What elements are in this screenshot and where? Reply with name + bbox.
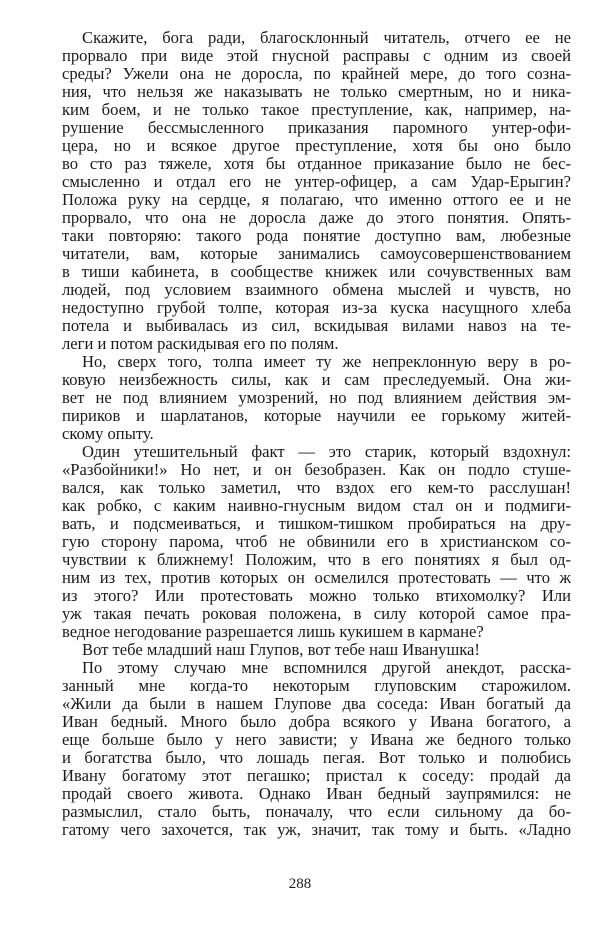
text-line: людей, под условием взаимного обмена мыслей и чувств, но	[62, 280, 571, 299]
text-line: «Жили да были в нашем Глупове два соседа: Иван богатый да	[62, 694, 571, 713]
text-line: Вот тебе младший наш Глупов, вот тебе наш Иванушка!	[82, 640, 480, 659]
text-line: недоступно грубой толпе, которая из-за куска насущного хлеба	[62, 298, 571, 317]
text-line: вался, как только заметил, что вздох его кем-то расслушан!	[62, 478, 571, 497]
text-line: читатели, вам, которые занимались самоусовершенствованием	[62, 244, 571, 263]
text-line: смысленно и отдал его не унтер-офицер, а сам Удар-Ерыгин?	[62, 172, 571, 191]
text-line: Иван бедный. Много было добра всякого у Ивана богатого, а	[62, 712, 571, 731]
text-line: скому опыту.	[62, 424, 154, 443]
text-line: уж такая печать роковая положена, в силу которой самое пра-	[62, 604, 571, 623]
text-line: из этого? Или протестовать можно только втихомолку? Или	[62, 586, 571, 605]
text-line: и богатства было, что лошадь пегая. Вот только и полюбись	[62, 748, 571, 767]
text-line: По этому случаю мне вспомнился другой анекдот, расска-	[82, 658, 571, 677]
text-line: ним из тех, против которых он осмелился протестовать — что ж	[62, 568, 571, 587]
text-line: вет не под влиянием умозрений, но под влиянием действия эм-	[62, 388, 571, 407]
text-line: среды? Ужели она не доросла, по крайней мере, до того созна-	[62, 64, 571, 83]
text-line: как робко, с каким наивно-гнусным видом стал он и подмиги-	[62, 496, 571, 515]
text-line: цера, но и всякое другое преступление, хотя бы оно было	[62, 136, 571, 155]
text-line: во сто раз тяжеле, хотя бы отданное приказание было не бес-	[62, 154, 571, 173]
text-line: ковую неизбежность силы, как и сам преследуемый. Она жи-	[62, 370, 571, 389]
text-line: вать, и подсмеиваться, и тишком-тишком пробираться на дру-	[62, 514, 571, 533]
text-line: Скажите, бога ради, благосклонный читатель, отчего ее не	[82, 28, 571, 47]
text-line: Положа руку на сердце, я полагаю, что именно оттого ее и не	[62, 190, 571, 209]
text-line: гую сторону парома, чтоб не обвинили его в христианском со-	[62, 532, 571, 551]
book-page-text	[62, 29, 571, 839]
page-number: 288	[288, 876, 312, 892]
text-line: гатому чего захочется, так уж, значит, так тому и быть. «Ладно	[62, 820, 571, 839]
text-line: Но, сверх того, толпа имеет ту же непреклонную веру в ро-	[82, 352, 571, 371]
text-line: «Разбойники!» Но нет, и он безобразен. Как он подло стуше-	[62, 460, 571, 479]
text-line: таки повторяю: такого рода понятие доступно вам, любезные	[62, 226, 571, 245]
text-line: леги и потом раскидывая его по полям.	[62, 334, 339, 353]
text-line: пириков и шарлатанов, которые научили ее горькому житей-	[62, 406, 571, 425]
text-line: чувствии к ближнему! Положим, что в его понятиях я был од-	[62, 550, 571, 569]
text-line: ния, что нельзя же наказывать не только смертным, но и никa-	[62, 82, 571, 101]
text-line: прорвало при виде этой гнусной расправы с одним из своей	[62, 46, 571, 65]
text-line: потела и выбивалась из сил, вскидывая вилами навоз на те-	[62, 316, 571, 335]
text-line: Один утешительный факт — это старик, который вздохнул:	[82, 442, 571, 461]
text-line: занный мне когда-то некоторым глуповским старожилом.	[62, 676, 571, 695]
text-line: ким боем, и не только такое преступление, как, например, на-	[62, 100, 571, 119]
text-line: Ивану богатому этот пегашко; пристал к соседу: продай да	[62, 766, 571, 785]
text-line: рушение бессмысленного приказания паромного унтер-офи-	[62, 118, 571, 137]
text-line: в тиши кабинета, в сообществе книжек или сочувственных вам	[62, 262, 571, 281]
text-line: размыслил, стало быть, поначалу, что если сильному да бо-	[62, 802, 571, 821]
text-line: прорвало, что она не доросла даже до этого понятия. Опять-	[62, 208, 571, 227]
text-line: продай своего живота. Однако Иван бедный заупрямился: не	[62, 784, 571, 803]
text-line: ведное негодование разрешается лишь кукишем в кармане?	[62, 622, 484, 641]
text-line: еще больше было у него зависти; у Ивана же бедного только	[62, 730, 571, 749]
